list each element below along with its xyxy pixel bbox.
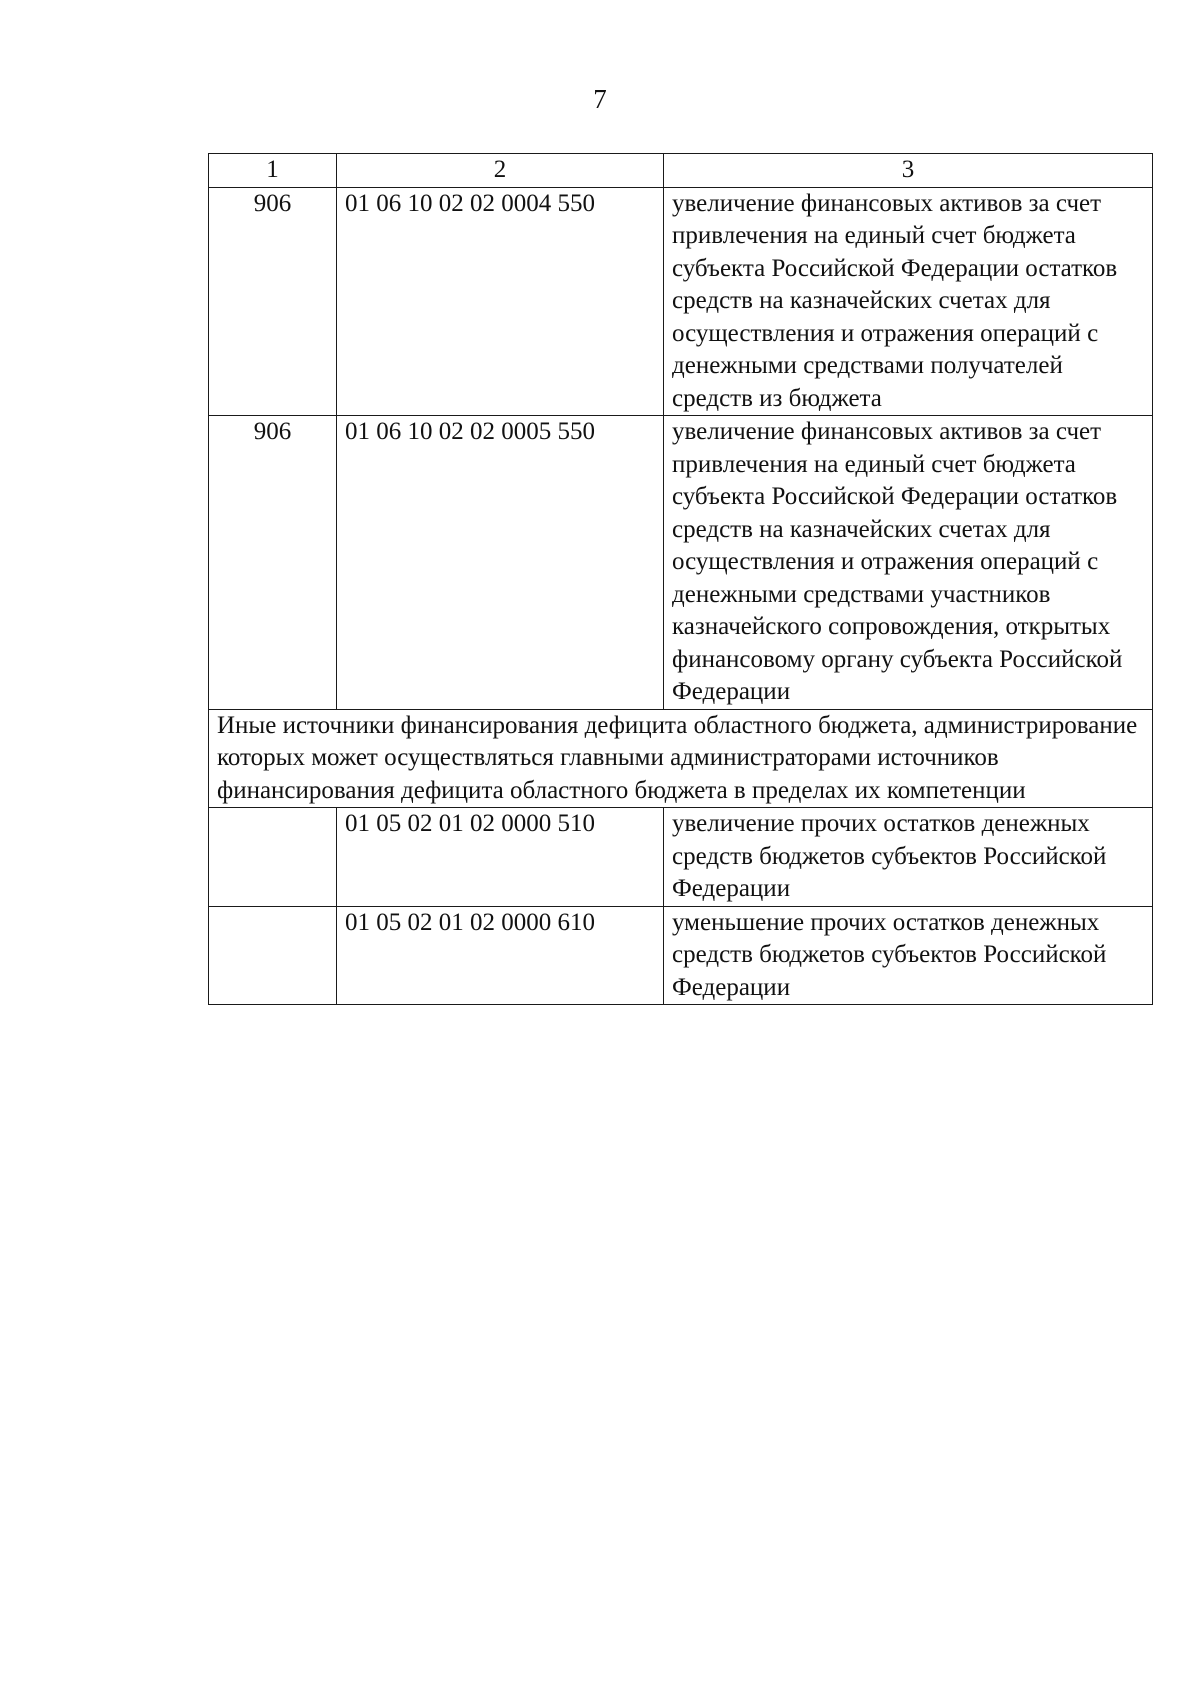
header-col-1: 1 (209, 154, 337, 188)
table-row (209, 416, 1153, 710)
description-cell: увеличение прочих остатков денежных средств бюджетов субъектов Российской Федерации (664, 808, 1153, 907)
source-code-cell: 01 06 10 02 02 0004 550 (337, 187, 664, 416)
table-row (209, 187, 1153, 416)
source-code-cell: 01 05 02 01 02 0000 510 (337, 808, 664, 907)
description-cell: увеличение финансовых активов за счет привлечения на единый счет бюджета субъекта Российской Федерации остатков средств на казначейских счетах для осуществления и отражения операций с денежными средствами участников казначейского сопровождения, открытых финансовому органу субъекта Российской Федерации (664, 416, 1153, 710)
page-number-text: 7 (593, 84, 607, 114)
admin-code-cell: 906 (209, 187, 337, 416)
header-col-3: 3 (664, 154, 1153, 188)
page-number (0, 84, 1200, 114)
sources-table (208, 153, 1153, 1005)
table-row (209, 808, 1153, 907)
source-code-cell: 01 06 10 02 02 0005 550 (337, 416, 664, 710)
admin-code-cell: 906 (209, 416, 337, 710)
description-cell: уменьшение прочих остатков денежных средств бюджетов субъектов Российской Федерации (664, 906, 1153, 1005)
table-row (209, 906, 1153, 1005)
table-header-row (209, 154, 1153, 188)
source-code-cell: 01 05 02 01 02 0000 610 (337, 906, 664, 1005)
header-col-2: 2 (337, 154, 664, 188)
section-heading: Иные источники финансирования дефицита областного бюджета, администрирование которых может осуществляться главными администраторами источников финансирования дефицита областного бюджета в пределах их компетенции (209, 709, 1153, 808)
admin-code-cell (209, 808, 337, 907)
admin-code-cell (209, 906, 337, 1005)
description-cell: увеличение финансовых активов за счет привлечения на единый счет бюджета субъекта Российской Федерации остатков средств на казначейских счетах для осуществления и отражения операций с денежными средствами получателей средств из бюджета (664, 187, 1153, 416)
section-heading-row (209, 709, 1153, 808)
